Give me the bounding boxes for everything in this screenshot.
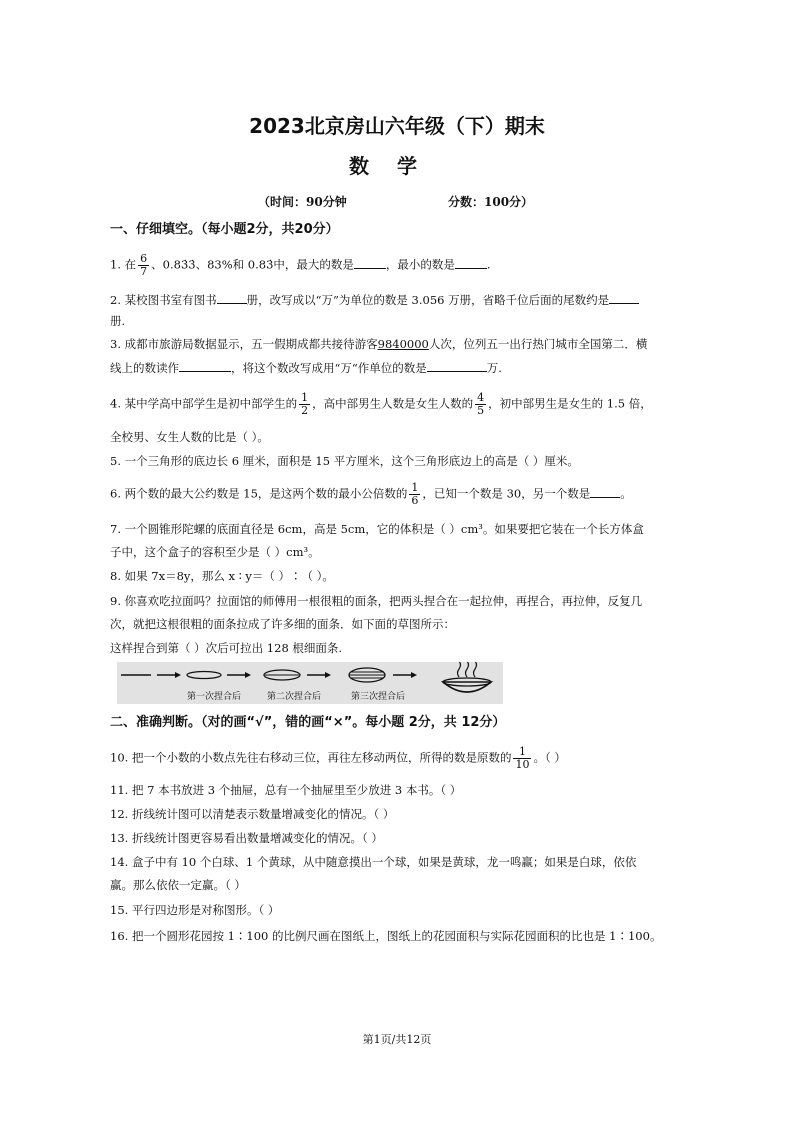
arrow-icon [325,672,331,678]
question-6: 6. 两个数的最大公约数是 15，是这两个数的最小公倍数的 $\frac{1}{6}$ ，已知一个数是 30，另一个数是 。 [110,481,632,507]
question-14: 14. 盒子中有 10 个白球、1 个黄球，从中随意摸出一个球，如果是黄球，龙一鸣赢；如果是白球，依依 [110,855,637,869]
noodle-illustration [117,662,503,704]
subject-title: 数学 [349,154,445,178]
answer-blank[interactable] [354,268,386,269]
answer-blank[interactable] [427,371,487,372]
fraction: $\frac{6}{7}$ [140,252,148,278]
arrow-icon [245,672,251,678]
stage-label-1: 第一次捏合后 [187,692,242,702]
question-8: 8. 如果 7x＝8y，那么 x ∶ y＝（ ）∶（ ）。 [110,569,334,583]
question-1: 1. 在 $\frac{6}{7}$ 、0.83̇3̇、83%和 0.83̇中，最大的数是 ，最小的数是 . [110,252,491,278]
page-title: 2023北京房山六年级（下）期末 [249,114,545,138]
question-4: 4. 某中学高中部学生是初中部学生的 $\frac{1}{2}$ ，高中部男生人数是女生人数的 $\frac{4}{5}$ ，初中部男生是女生的 1.5 倍， [110,391,652,417]
question-2: 2. 某校图书室有图书 册，改写成以“万”为单位的数是 3.056 万册，省略千位后面的尾数约是 [110,292,639,308]
exam-time: （时间：90分钟 [258,195,347,209]
steam-icon [458,662,461,677]
question-2-cont: 册. [110,314,126,328]
question-11: 11. 把 7 本书放进 3 个抽屉，总有一个抽屉里至少放进 3 本书。（ ） [110,783,462,797]
question-3-cont: 线上的数读作 ，将这个数改写成用“万“作单位的数是 万. [110,361,502,375]
stage-label-3: 第三次捏合后 [351,692,406,702]
stage-label-2: 第二次捏合后 [267,692,322,702]
arrow-icon [175,672,181,678]
question-16: 16. 把一个圆形花园按 1∶100 的比例尺画在图纸上，图纸上的花园面积与实际花园面积的比也是 1∶100。 [110,929,662,943]
fraction: $\frac{1}{10}$ [515,745,530,771]
question-9: 9. 你喜欢吃拉面吗？拉面馆的师傅用一根很粗的面条，把两头捏合在一起拉伸，再捏合，再拉伸，反复几 [110,594,643,608]
fraction: $\frac{1}{6}$ [411,481,419,507]
exam-score: 分数：100分） [448,195,534,209]
answer-blank[interactable] [179,371,231,372]
bowl-icon [443,682,491,692]
question-12: 12. 折线统计图可以清楚表示数量增减变化的情况。（ ） [110,807,395,821]
question-5: 5. 一个三角形的底边长 6 厘米，面积是 15 平方厘米，这个三角形底边上的高是（ ）厘米。 [110,454,579,468]
question-7-cont: 子中，这个盒子的容积至少是（ ）cm³。 [110,545,320,559]
question-13: 13. 折线统计图更容易看出数量增减变化的情况。（ ） [110,831,383,845]
question-9-cont: 次，就把这根很粗的面条拉成了许多细的面条．如下面的草图所示： [110,617,455,631]
section-1-heading: 一、仔细填空。（每小题2分，共20分） [110,222,339,237]
question-7: 7. 一个圆锥形陀螺的底面直径是 6cm，高是 5cm，它的体积是（ ）cm³。如果要把它装在一个长方体盒 [110,522,644,536]
fraction: $\frac{1}{2}$ [301,391,309,417]
noodle-once [187,672,221,679]
page-footer: 第1页/共12页 [362,1033,432,1046]
question-3: 3. 成都市旅游局数据显示，五一假期成都共接待游客9840000人次，位列五一出行热门城市全国第二．横 [110,337,648,351]
question-9-cont2: 这样捏合到第（ ）次后可拉出 128 根细面条. [110,641,343,655]
answer-blank[interactable] [455,268,487,269]
question-15: 15. 平行四边形是对称图形。（ ） [110,903,280,917]
fraction: $\frac{4}{5}$ [477,391,485,417]
question-10: 10. 把一个小数的小数点先往右移动三位，再往左移动两位，所得的数是原数的 $\frac{1}{10}$ 。（ ） [110,745,566,771]
question-14-cont: 赢。那么依依一定赢。（ ） [110,878,246,892]
question-4-cont: 全校男、女生人数的比是（ ）。 [110,430,269,444]
answer-blank[interactable] [590,497,620,498]
arrow-icon [411,672,417,678]
section-2-heading: 二、准确判断。（对的画“√”，错的画“×”。每小题 2分，共 12分） [110,715,506,730]
answer-blank[interactable] [217,303,247,304]
answer-blank[interactable] [609,303,639,304]
